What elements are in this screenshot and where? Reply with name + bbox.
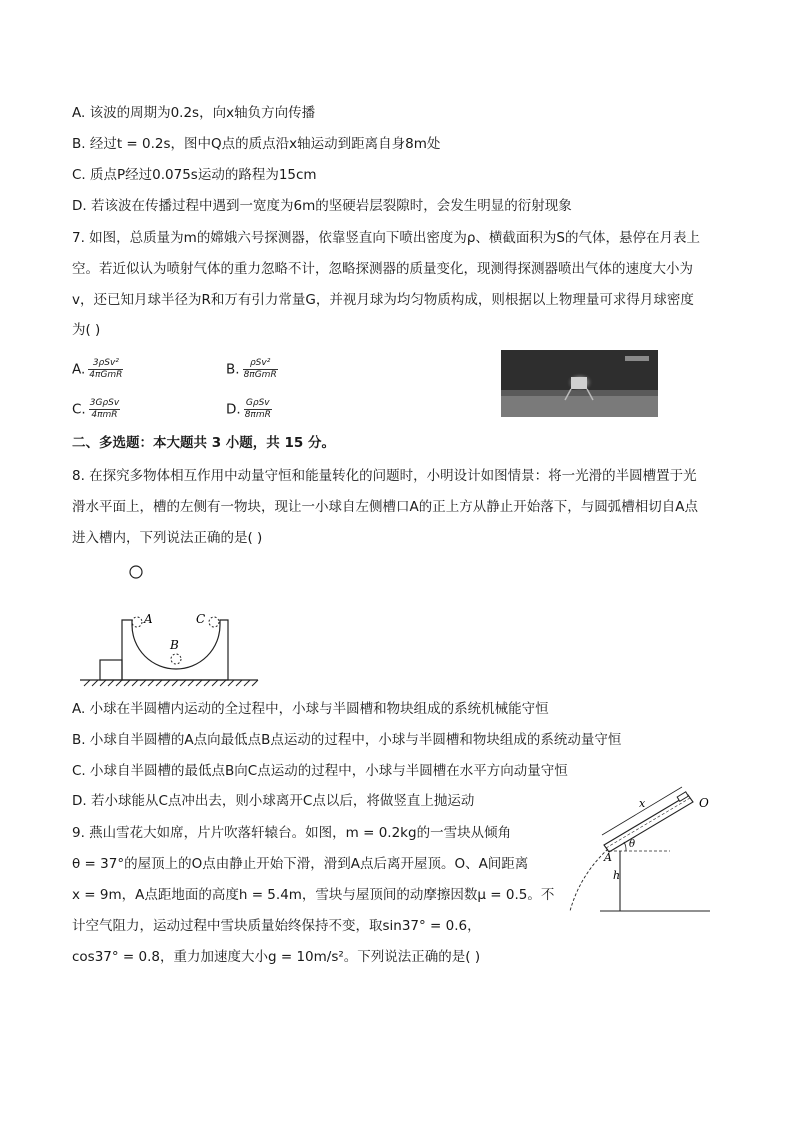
- q7-stem-line-1: 7. 如图，总质量为m的嫦娥六号探测器，依靠竖直向下喷出密度为ρ、横截面积为S的气体，悬停在月表上: [72, 230, 700, 246]
- label-x: x: [639, 797, 646, 810]
- q6-option-d: D. 若该波在传播过程中遇到一宽度为6m的坚硬岩层裂隙时，会发生明显的衍射现象: [72, 198, 572, 214]
- q8-trough-diagram: [76, 560, 266, 690]
- q6-option-a: A. 该波的周期为0.2s，向x轴负方向传播: [72, 105, 316, 121]
- trajectory-curve: [570, 849, 608, 911]
- label-c: C: [196, 612, 206, 626]
- q7-option-d-label: D.: [226, 401, 241, 418]
- q7-option-c-numerator: 3GρSv: [89, 398, 120, 408]
- q7-option-b-label: B.: [226, 361, 240, 378]
- q7-option-d-denominator: 8πmR: [244, 410, 271, 420]
- falling-ball: [130, 566, 142, 578]
- q7-option-c: [72, 398, 120, 421]
- ball-position-a: [132, 617, 142, 627]
- q8-option-d: D. 若小球能从C点冲出去，则小球离开C点以后，将做竖直上抛运动: [72, 793, 475, 809]
- q7-option-c-denominator: 4πmR: [91, 410, 118, 420]
- lunar-lander-photo: [501, 350, 658, 417]
- q6-option-b: B. 经过t = 0.2s，图中Q点的质点沿x轴运动到距离自身8m处: [72, 136, 441, 152]
- q7-option-a-denominator: 4πGmR: [89, 370, 123, 380]
- roof-slab: [604, 795, 693, 852]
- q8-stem-line-2: 滑水平面上，槽的左侧有一物块，现让一小球自左侧槽口A的正上方从静止开始落下，与圆弧槽相切自A点: [72, 499, 698, 515]
- q7-option-d-fraction: [244, 398, 272, 421]
- q7-option-b-numerator: ρSv²: [243, 358, 278, 370]
- q7-option-b-denominator: 8πGmR: [243, 370, 277, 380]
- q8-stem-line-3: 进入槽内，下列说法正确的是( ): [72, 530, 263, 546]
- q8-option-b: B. 小球自半圆槽的A点向最低点B点运动的过程中，小球与半圆槽和物块组成的系统动量守恒: [72, 732, 622, 748]
- q8-stem-line-1: 8. 在探究多物体相互作用中动量守恒和能量转化的问题时，小明设计如图情景：将一光滑的半圆槽置于光: [72, 468, 697, 484]
- q9-stem-line-2: θ = 37°的屋顶上的O点由静止开始下滑，滑到A点后离开屋顶。O、A间距离: [72, 856, 529, 872]
- q7-option-d-numerator: GρSv: [244, 398, 272, 410]
- section-title-multiple-choice: 二、多选题：本大题共 3 小题，共 15 分。: [72, 435, 335, 451]
- q7-option-b-fraction: [243, 358, 278, 381]
- q9-stem-line-3: x = 9m，A点距地面的高度h = 5.4m，雪块与屋顶间的动摩擦因数μ = 0.5。不: [72, 887, 555, 903]
- q7-option-a-numerator: 3ρSv²: [88, 358, 123, 370]
- q7-stem-line-4: 为( ): [72, 322, 101, 338]
- label-a: A: [604, 851, 612, 864]
- q9-stem-line-4: 计空气阻力，运动过程中雪块质量始终保持不变，取sin37° = 0.6，: [72, 918, 481, 934]
- q7-option-a-label: A.: [72, 361, 86, 378]
- q7-stem-line-2: 空。若近似认为喷射气体的重力忽略不计，忽略探测器的质量变化，现测得探测器喷出气体的速度大小为: [72, 261, 693, 277]
- q7-option-b: [226, 358, 278, 381]
- label-o: O: [699, 796, 709, 810]
- label-theta: θ: [629, 839, 636, 850]
- q7-option-c-label: C.: [72, 401, 86, 418]
- q7-option-c-fraction: [89, 398, 120, 421]
- q7-option-d: [226, 398, 272, 421]
- label-a: A: [144, 612, 153, 626]
- label-h: h: [613, 869, 621, 882]
- label-b: B: [170, 638, 179, 652]
- q9-stem-line-1: 9. 燕山雪花大如席，片片吹落轩辕台。如图，m = 0.2kg的一雪块从倾角: [72, 825, 512, 841]
- ball-position-c: [209, 617, 219, 627]
- q7-stem-line-3: v，还已知月球半径为R和万有引力常量G，并视月球为均匀物质构成，则根据以上物理量可求得月球密度: [72, 292, 694, 308]
- q8-option-a: A. 小球在半圆槽内运动的全过程中，小球与半圆槽和物块组成的系统机械能守恒: [72, 701, 549, 717]
- q9-roof-diagram: [560, 785, 720, 915]
- q8-option-c: C. 小球自半圆槽的最低点B向C点运动的过程中，小球与半圆槽在水平方向动量守恒: [72, 763, 568, 779]
- q9-stem-line-5: cos37° = 0.8，重力加速度大小g = 10m/s²。下列说法正确的是( ): [72, 949, 481, 965]
- q7-option-a: [72, 358, 123, 381]
- block: [100, 660, 122, 680]
- q6-option-c: C. 质点P经过0.075s运动的路程为15cm: [72, 167, 317, 183]
- ground-hatching: [84, 680, 258, 686]
- ball-position-b: [171, 654, 181, 664]
- q7-option-a-fraction: [88, 358, 123, 381]
